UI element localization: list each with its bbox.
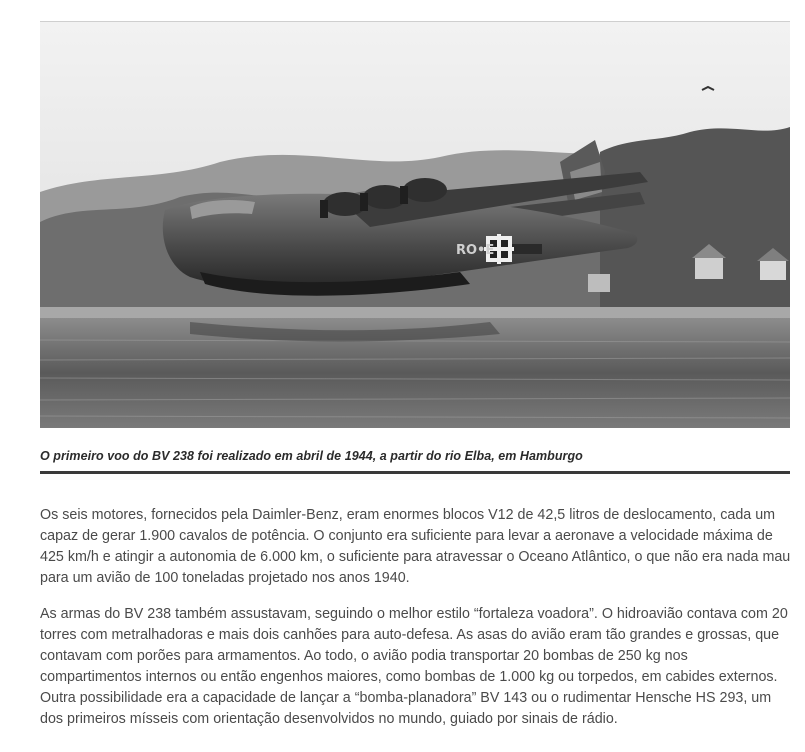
airplane-photo-graphic <box>40 22 790 428</box>
article-paragraph: As armas do BV 238 também assustavam, seguindo o melhor estilo “fortaleza voadora”. O hidroavião contava com 20 torres com metralhadoras e mais dois canhões para auto-defesa. As asas do avião eram tão grandes e grossas, que contavam com porões para armamentos. Ao todo, o avião podia transportar 20 bombas de 250 kg nos compartimentos internos ou então engenhos maiores, como bombas de 1.000 kg ou torpedos, em cabides externos. Outra possibilidade era a capacidade de lançar a “bomba-planadora” BV 143 ou o rudimentar Hensche HS 293, um dos primeiros mísseis com orientação desenvolvidos no mundo, guiado por sinais de rádio. <box>40 606 788 727</box>
fuselage-marking: RO•E <box>456 243 495 258</box>
caption-divider <box>40 471 790 474</box>
airplane-photo <box>40 21 790 428</box>
article-paragraph: Os seis motores, fornecidos pela Daimler-Benz, eram enormes blocos V12 de 42,5 litros de deslocamento, cada um capaz de gerar 1.900 cavalos de potência. O conjunto era suficiente para levar a aeronave a velocidade máxima de 425 km/h e atingir a autonomia de 6.000 km, o suficiente para atravessar o Oceano Atlântico, o que não era nada mau para um avião de 100 toneladas projetado nos anos 1940. <box>40 507 791 586</box>
image-caption: O primeiro voo do BV 238 foi realizado em abril de 1944, a partir do rio Elba, em Hamburgo <box>40 449 583 463</box>
